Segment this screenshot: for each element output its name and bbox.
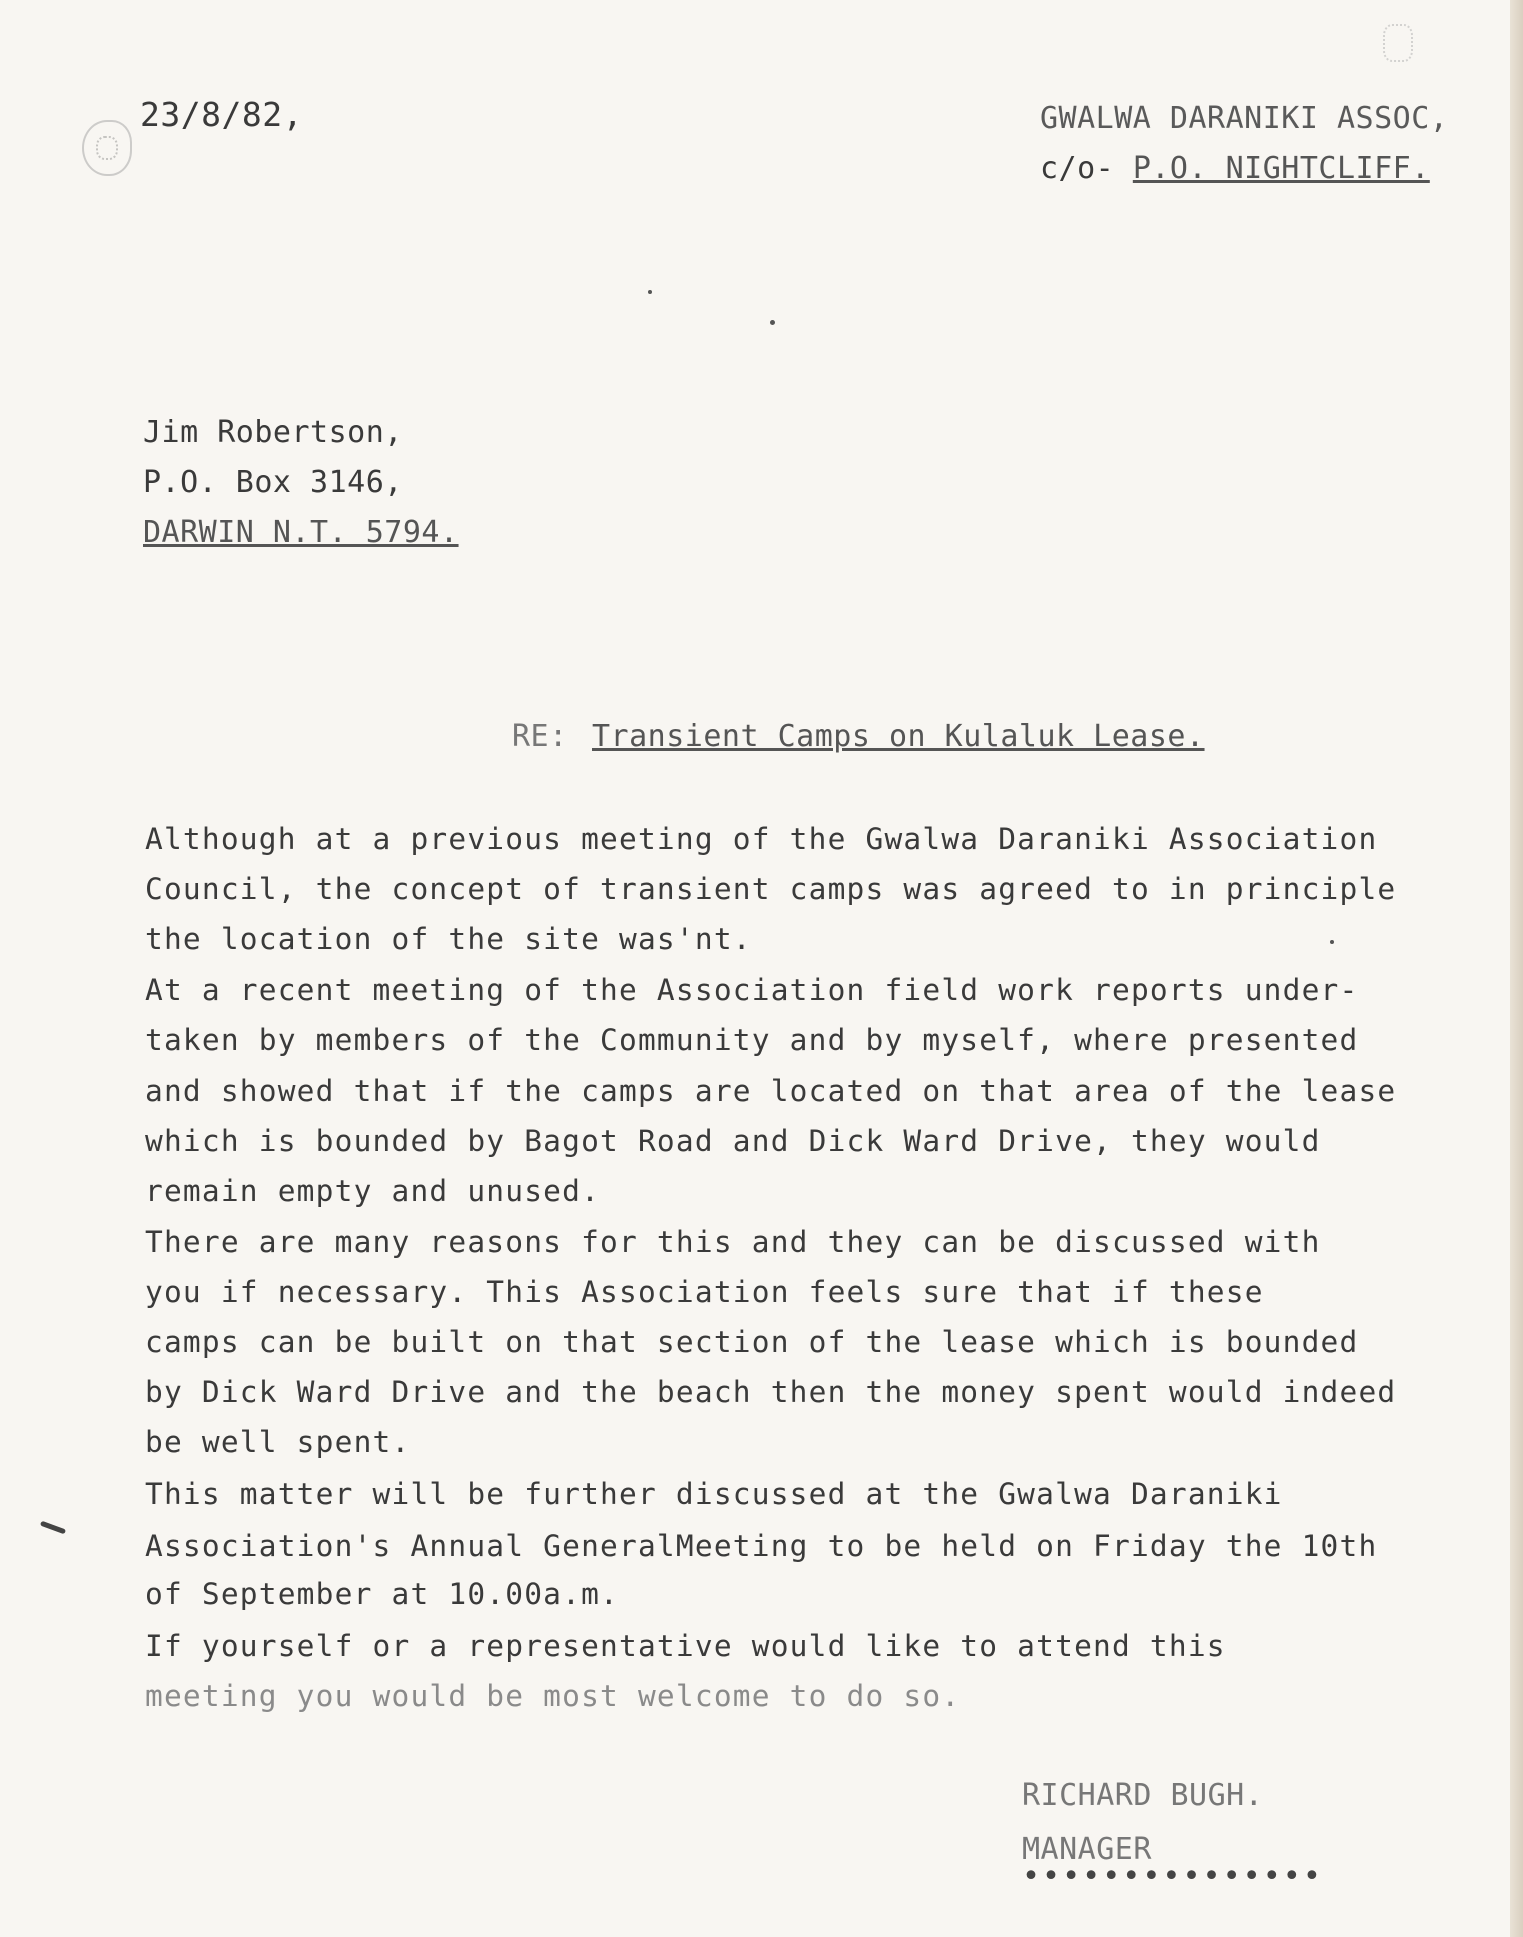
body-line: the location of the site was'nt.: [145, 922, 752, 956]
recipient-city: DARWIN N.T. 5794.: [143, 515, 459, 550]
signature-name: RICHARD BUGH.: [1022, 1778, 1264, 1813]
ink-mark: [40, 1521, 66, 1535]
sender-address: [1040, 151, 1430, 186]
body-line: be well spent.: [145, 1425, 411, 1459]
body-line: Association's Annual GeneralMeeting to be held on Friday the 10th: [145, 1529, 1378, 1563]
body-line: Although at a previous meeting of the Gwalwa Daraniki Association: [145, 822, 1378, 856]
body-line: If yourself or a representative would like to attend this: [145, 1629, 1226, 1663]
signature-title: MANAGER: [1022, 1832, 1152, 1867]
body-line: and showed that if the camps are located on that area of the lease: [145, 1074, 1397, 1108]
ink-speck: [770, 320, 775, 325]
re-label: RE:: [512, 719, 568, 754]
body-line: Council, the concept of transient camps was agreed to in principle: [145, 872, 1397, 906]
body-line: camps can be built on that section of the lease which is bounded: [145, 1325, 1359, 1359]
body-line: taken by members of the Community and by myself, where presented: [145, 1023, 1359, 1057]
page-edge: [1510, 0, 1523, 1937]
sender-address-prefix: c/o-: [1040, 151, 1133, 186]
sender-name: GWALWA DARANIKI ASSOC,: [1040, 101, 1449, 136]
re-subject: Transient Camps on Kulaluk Lease.: [592, 719, 1205, 754]
recipient-po-box: P.O. Box 3146,: [143, 465, 403, 500]
letter-date: 23/8/82,: [140, 95, 303, 134]
smudge-mark: [1383, 24, 1413, 62]
signature-dotted-line: •••••••••••••••: [1022, 1859, 1323, 1894]
body-line: which is bounded by Bagot Road and Dick Ward Drive, they would: [145, 1124, 1321, 1158]
body-line: remain empty and unused.: [145, 1174, 601, 1208]
ink-speck: [1330, 940, 1334, 944]
recipient-name: Jim Robertson,: [143, 415, 403, 450]
stamp-mark: [82, 120, 132, 176]
body-line: you if necessary. This Association feels sure that if these: [145, 1275, 1264, 1309]
body-line: of September at 10.00a.m.: [145, 1577, 620, 1611]
body-line: There are many reasons for this and they can be discussed with: [145, 1225, 1321, 1259]
body-line: meeting you would be most welcome to do so.: [145, 1679, 961, 1713]
ink-speck: [648, 290, 652, 294]
sender-address-po: P.O. NIGHTCLIFF.: [1132, 151, 1430, 186]
body-line: At a recent meeting of the Association field work reports under-: [145, 973, 1359, 1007]
body-line: by Dick Ward Drive and the beach then the money spent would indeed: [145, 1375, 1397, 1409]
body-line: This matter will be further discussed at the Gwalwa Daraniki: [145, 1477, 1283, 1511]
